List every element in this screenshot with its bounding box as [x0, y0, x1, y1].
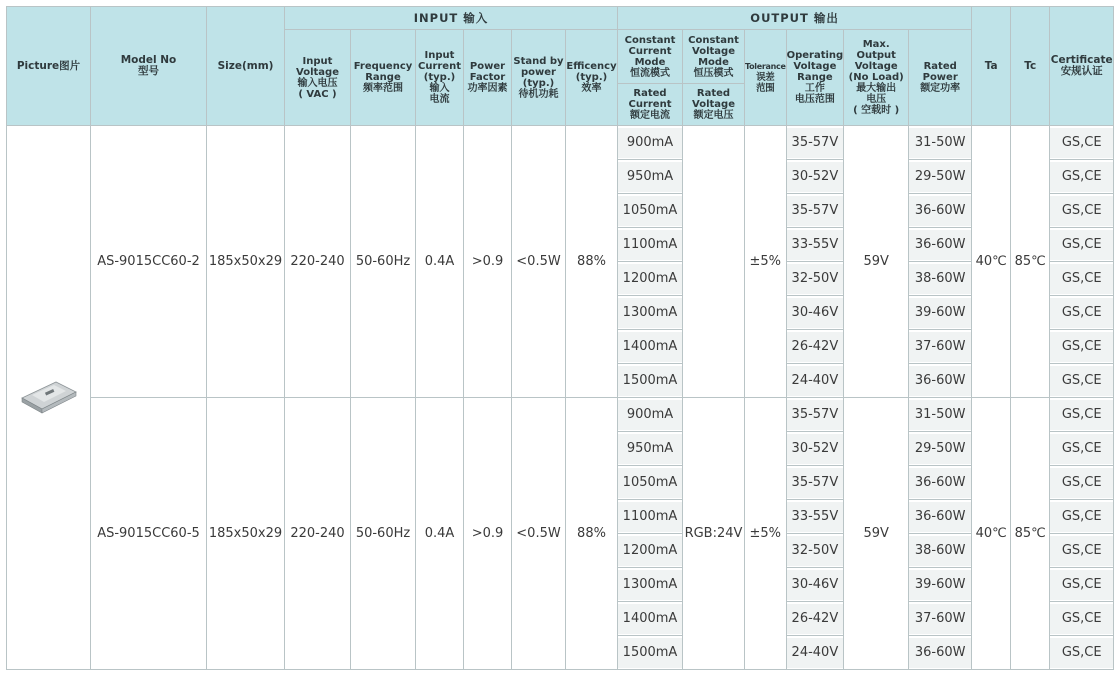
certificate: GS,CE [1050, 568, 1114, 602]
model-number: AS-9015CC60-2 [91, 126, 207, 398]
header-tolerance: Tolerance 误差 范围 [745, 30, 787, 126]
ta: 40℃ [972, 126, 1011, 398]
header-rated-current: Rated Current 额定电流 [618, 84, 683, 126]
certificate: GS,CE [1050, 432, 1114, 466]
header-efficiency: Efficency (typ.) 效率 [566, 30, 618, 126]
spec-table [6, 6, 1114, 670]
input-voltage: 220-240 [285, 398, 351, 670]
operating-voltage-range: 30-52V [786, 432, 844, 466]
input-voltage: 220-240 [285, 126, 351, 398]
header-size: Size(mm) [207, 7, 285, 126]
operating-voltage-range: 35-57V [786, 466, 844, 500]
table-row [7, 126, 1114, 160]
max-output-voltage: 59V [844, 398, 909, 670]
rated-power: 29-50W [909, 160, 972, 194]
header-input-voltage: Input Voltage 输入电压 ( VAC ) [285, 30, 351, 126]
rated-current: 1500mA [618, 364, 683, 398]
rated-power: 36-60W [909, 466, 972, 500]
rated-current: 1500mA [618, 636, 683, 670]
rated-power: 36-60W [909, 636, 972, 670]
operating-voltage-range: 30-46V [786, 568, 844, 602]
rated-power: 29-50W [909, 432, 972, 466]
header-operating-range: Operating Voltage Range 工作 电压范围 [786, 30, 844, 126]
rated-current: 1200mA [618, 262, 683, 296]
rated-current: 1050mA [618, 466, 683, 500]
certificate: GS,CE [1050, 228, 1114, 262]
input-current: 0.4A [416, 126, 464, 398]
rated-power: 39-60W [909, 296, 972, 330]
efficiency: 88% [566, 126, 618, 398]
header-picture: Picture图片 [7, 7, 91, 126]
rated-voltage: RGB:24V [683, 398, 745, 670]
tolerance: ±5% [745, 126, 787, 398]
operating-voltage-range: 32-50V [786, 534, 844, 568]
certificate: GS,CE [1050, 160, 1114, 194]
header-input-group: INPUT 输入 [285, 7, 618, 30]
rated-power: 37-60W [909, 330, 972, 364]
rated-current: 1400mA [618, 602, 683, 636]
power-factor: >0.9 [464, 126, 512, 398]
operating-voltage-range: 26-42V [786, 330, 844, 364]
frequency: 50-60Hz [351, 126, 416, 398]
rated-power: 31-50W [909, 398, 972, 432]
certificate: GS,CE [1050, 364, 1114, 398]
tc: 85℃ [1011, 398, 1050, 670]
power-factor: >0.9 [464, 398, 512, 670]
rated-power: 36-60W [909, 364, 972, 398]
operating-voltage-range: 35-57V [786, 194, 844, 228]
size: 185x50x29 [207, 126, 285, 398]
certificate: GS,CE [1050, 296, 1114, 330]
tolerance: ±5% [745, 398, 787, 670]
rated-current: 950mA [618, 160, 683, 194]
header-certificate: Certificate 安规认证 [1050, 7, 1114, 126]
certificate: GS,CE [1050, 636, 1114, 670]
rated-current: 900mA [618, 398, 683, 432]
rated-power: 38-60W [909, 262, 972, 296]
operating-voltage-range: 24-40V [786, 636, 844, 670]
standby-power: <0.5W [512, 126, 566, 398]
certificate: GS,CE [1050, 500, 1114, 534]
rated-current: 950mA [618, 432, 683, 466]
header-cv-mode: Constant Voltage Mode 恒压模式 [683, 30, 745, 84]
header-tc: Tc [1011, 7, 1050, 126]
standby-power: <0.5W [512, 398, 566, 670]
ta: 40℃ [972, 398, 1011, 670]
header-standby: Stand by power (typ.) 待机功耗 [512, 30, 566, 126]
frequency: 50-60Hz [351, 398, 416, 670]
rated-current: 1300mA [618, 296, 683, 330]
certificate: GS,CE [1050, 466, 1114, 500]
operating-voltage-range: 30-52V [786, 160, 844, 194]
rated-voltage [683, 126, 745, 398]
operating-voltage-range: 35-57V [786, 126, 844, 160]
efficiency: 88% [566, 398, 618, 670]
operating-voltage-range: 33-55V [786, 228, 844, 262]
certificate: GS,CE [1050, 330, 1114, 364]
header-model: Model No 型号 [91, 7, 207, 126]
table-row [7, 398, 1114, 432]
certificate: GS,CE [1050, 534, 1114, 568]
header-rated-power: Rated Power 额定功率 [909, 30, 972, 126]
rated-power: 36-60W [909, 228, 972, 262]
certificate: GS,CE [1050, 262, 1114, 296]
rated-power: 36-60W [909, 500, 972, 534]
rated-current: 1200mA [618, 534, 683, 568]
rated-power: 38-60W [909, 534, 972, 568]
operating-voltage-range: 35-57V [786, 398, 844, 432]
max-output-voltage: 59V [844, 126, 909, 398]
input-current: 0.4A [416, 398, 464, 670]
certificate: GS,CE [1050, 126, 1114, 160]
header-input-current: Input Current (typ.) 输入 电流 [416, 30, 464, 126]
rated-current: 900mA [618, 126, 683, 160]
operating-voltage-range: 30-46V [786, 296, 844, 330]
rated-power: 31-50W [909, 126, 972, 160]
rated-power: 37-60W [909, 602, 972, 636]
operating-voltage-range: 26-42V [786, 602, 844, 636]
header-power-factor: Power Factor 功率因素 [464, 30, 512, 126]
rated-current: 1050mA [618, 194, 683, 228]
size: 185x50x29 [207, 398, 285, 670]
operating-voltage-range: 33-55V [786, 500, 844, 534]
certificate: GS,CE [1050, 194, 1114, 228]
rated-power: 39-60W [909, 568, 972, 602]
header-cc-mode: Constant Current Mode 恒流模式 [618, 30, 683, 84]
rated-current: 1300mA [618, 568, 683, 602]
product-picture [7, 126, 91, 670]
header-ta: Ta [972, 7, 1011, 126]
header-output-group: OUTPUT 输出 [618, 7, 972, 30]
header-frequency: Frequency Range 频率范围 [351, 30, 416, 126]
model-number: AS-9015CC60-5 [91, 398, 207, 670]
certificate: GS,CE [1050, 398, 1114, 432]
certificate: GS,CE [1050, 602, 1114, 636]
rated-current: 1100mA [618, 500, 683, 534]
header-rated-voltage: Rated Voltage 额定电压 [683, 84, 745, 126]
led-driver-image [18, 376, 80, 416]
rated-power: 36-60W [909, 194, 972, 228]
rated-current: 1100mA [618, 228, 683, 262]
operating-voltage-range: 24-40V [786, 364, 844, 398]
tc: 85℃ [1011, 126, 1050, 398]
rated-current: 1400mA [618, 330, 683, 364]
operating-voltage-range: 32-50V [786, 262, 844, 296]
header-max-output: Max. Output Voltage (No Load) 最大输出 电压 ( 空载时 ) [844, 30, 909, 126]
